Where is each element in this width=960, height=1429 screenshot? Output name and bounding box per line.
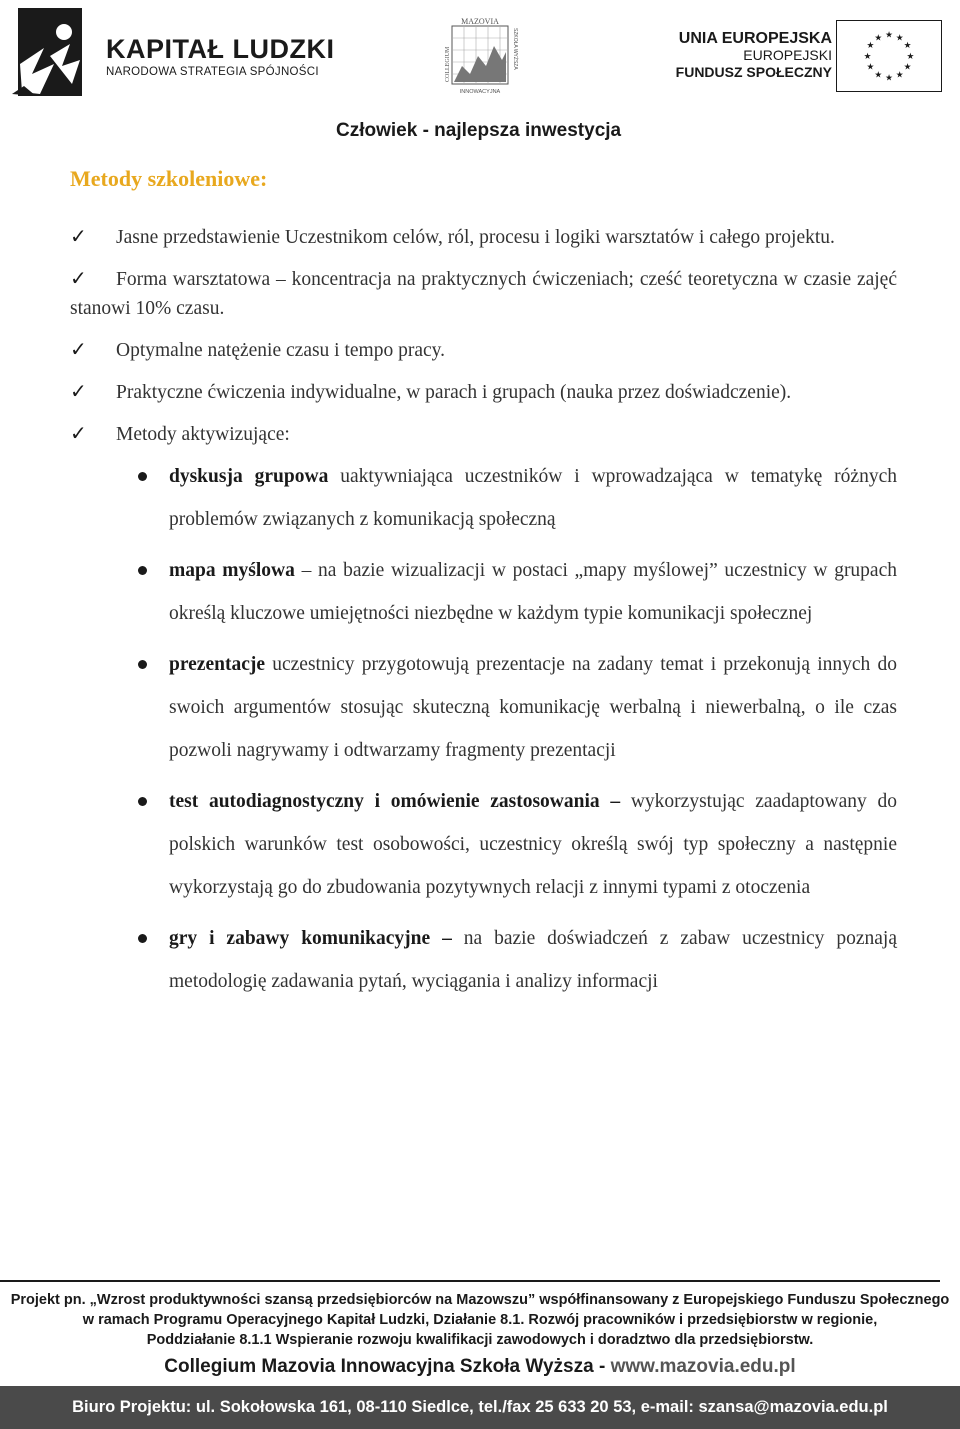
method-description: wykorzystując zaadaptowany do polskich warunków test osobowości, uczestnicy określą swój typ społeczny a następnie wykorzystają go do zbudowania pozytywnych relacji z innymi typami z otoczenia bbox=[169, 791, 897, 898]
project-info-line2: w ramach Programu Operacyjnego Kapitał Ludzki, Działanie 8.1. Rozwój pracowników i przedsiębiorstw w regionie, bbox=[82, 1312, 878, 1328]
eu-label-line2: EUROPEJSKI bbox=[743, 47, 832, 63]
list-item bbox=[70, 455, 897, 541]
methods-content bbox=[70, 222, 897, 1011]
eu-star-icon: ★ bbox=[885, 73, 893, 84]
bullet-icon bbox=[138, 566, 147, 575]
eu-star-icon: ★ bbox=[885, 30, 893, 41]
method-term: test autodiagnostyczny i omówienie zastosowania – bbox=[169, 791, 621, 812]
collegium-logo-right-text: SZKOŁA WYŻSZA bbox=[512, 28, 518, 70]
collegium-logo-top-text: MAZOVIA bbox=[461, 17, 499, 26]
method-description: uaktywniająca uczestników i wprowadzająca w tematykę różnych problemów związanych z komunikacją społeczną bbox=[169, 466, 897, 530]
list-item bbox=[70, 643, 897, 772]
method-description: na bazie doświadczeń z zabaw uczestnicy poznają metodologię zadawania pytań, wyciągania i analizy informacji bbox=[169, 928, 897, 992]
project-info bbox=[0, 1290, 960, 1350]
collegium-mazovia-logo bbox=[440, 16, 524, 96]
bullet-icon bbox=[138, 660, 147, 669]
eu-label-line3: FUNDUSZ SPOŁECZNY bbox=[675, 64, 832, 80]
college-website-link[interactable]: www.mazovia.edu.pl bbox=[610, 1356, 796, 1377]
bullet-icon bbox=[138, 472, 147, 481]
check-list-item bbox=[70, 222, 897, 252]
eu-star-icon: ★ bbox=[866, 62, 875, 73]
project-office-bar: Biuro Projektu: ul. Sokołowska 161, 08-110 Siedlce, tel./fax 25 633 20 53, e-mail: szansa@mazovia.edu.pl bbox=[0, 1386, 960, 1429]
list-item bbox=[70, 549, 897, 635]
project-info-line1: Projekt pn. „Wzrost produktywności szansą przedsiębiorców na Mazowszu” współfinansowany z Europejskiego Funduszu Społecznego bbox=[10, 1292, 950, 1308]
checkmark-icon: ✓ bbox=[70, 421, 87, 445]
checkmark-icon: ✓ bbox=[70, 266, 87, 290]
active-methods-list bbox=[70, 455, 897, 1003]
project-info-line3: Poddziałanie 8.1.1 Wspieranie rozwoju kwalifikacji zawodowych i doradztwo dla przedsiębiorstw. bbox=[146, 1332, 814, 1348]
check-item-text: Metody aktywizujące: bbox=[116, 424, 290, 445]
eu-star-icon: ★ bbox=[903, 41, 912, 52]
section-title: Metody szkoleniowe: bbox=[70, 166, 268, 191]
college-name: Collegium Mazovia Innowacyjna Szkoła Wyższa - bbox=[164, 1356, 611, 1377]
method-description: – na bazie wizualizacji w postaci „mapy myślowej” uczestnicy w grupach określą kluczowe umiejętności niezbędne w każdym typie komunikacji społecznej bbox=[169, 560, 897, 624]
method-description: uczestnicy przygotowują prezentacje na zadany temat i przekonują innych do swoich argumentów stosując skuteczną komunikację werbalną i niewerbalną, o ile czas pozwoli nagrywamy i odtwarzamy fragmenty prezentacji bbox=[169, 654, 897, 761]
eu-star-icon: ★ bbox=[895, 70, 904, 81]
eu-label bbox=[676, 30, 832, 81]
college-line bbox=[0, 1356, 960, 1378]
bullet-icon bbox=[138, 934, 147, 943]
eu-star-icon: ★ bbox=[866, 41, 875, 52]
kapital-ludzki-subtitle: NARODOWA STRATEGIA SPÓJNOŚCI bbox=[106, 66, 319, 78]
eu-flag-icon bbox=[836, 20, 942, 92]
eu-star-icon: ★ bbox=[906, 51, 915, 62]
eu-star-icon: ★ bbox=[874, 33, 883, 44]
collegium-logo-left-text: COLLEGIUM bbox=[445, 46, 451, 82]
method-term: dyskusja grupowa bbox=[169, 466, 329, 487]
page-header bbox=[0, 0, 960, 150]
eu-label-line1: UNIA EUROPEJSKA bbox=[678, 30, 832, 47]
eu-star-icon: ★ bbox=[863, 51, 872, 62]
check-item-text: Praktyczne ćwiczenia indywidualne, w parach i grupach (nauka przez doświadczenie). bbox=[116, 382, 792, 403]
check-list-item bbox=[70, 264, 897, 323]
eu-star-icon: ★ bbox=[895, 33, 904, 44]
slogan: Człowiek - najlepsza inwestycja bbox=[336, 120, 622, 141]
checkmark-icon: ✓ bbox=[70, 379, 87, 403]
bullet-icon bbox=[138, 797, 147, 806]
method-term: prezentacje bbox=[169, 654, 266, 675]
list-item bbox=[70, 917, 897, 1003]
checkmark-icon: ✓ bbox=[70, 224, 87, 248]
check-item-text: Forma warsztatowa – koncentracja na praktycznych ćwiczeniach; cześć teoretyczna w czasie zajęć stanowi 10% czasu. bbox=[70, 269, 897, 319]
eu-star-icon: ★ bbox=[874, 70, 883, 81]
kapital-ludzki-logo bbox=[10, 4, 90, 100]
check-list-item bbox=[70, 419, 897, 449]
method-term: gry i zabawy komunikacyjne – bbox=[169, 928, 452, 949]
check-list-item bbox=[70, 377, 897, 407]
collegium-logo-bottom-text: INNOWACYJNA bbox=[459, 89, 501, 95]
eu-star-icon: ★ bbox=[903, 62, 912, 73]
footer-divider bbox=[0, 1280, 940, 1282]
method-term: mapa myślowa bbox=[169, 560, 295, 581]
check-list-item bbox=[70, 335, 897, 365]
kapital-ludzki-title: KAPITAŁ LUDZKI bbox=[106, 34, 335, 64]
list-item bbox=[70, 780, 897, 909]
check-item-text: Jasne przedstawienie Uczestnikom celów, ról, procesu i logiki warsztatów i całego projektu. bbox=[116, 227, 835, 248]
checkmark-icon: ✓ bbox=[70, 337, 87, 361]
check-item-text: Optymalne natężenie czasu i tempo pracy. bbox=[116, 340, 446, 361]
